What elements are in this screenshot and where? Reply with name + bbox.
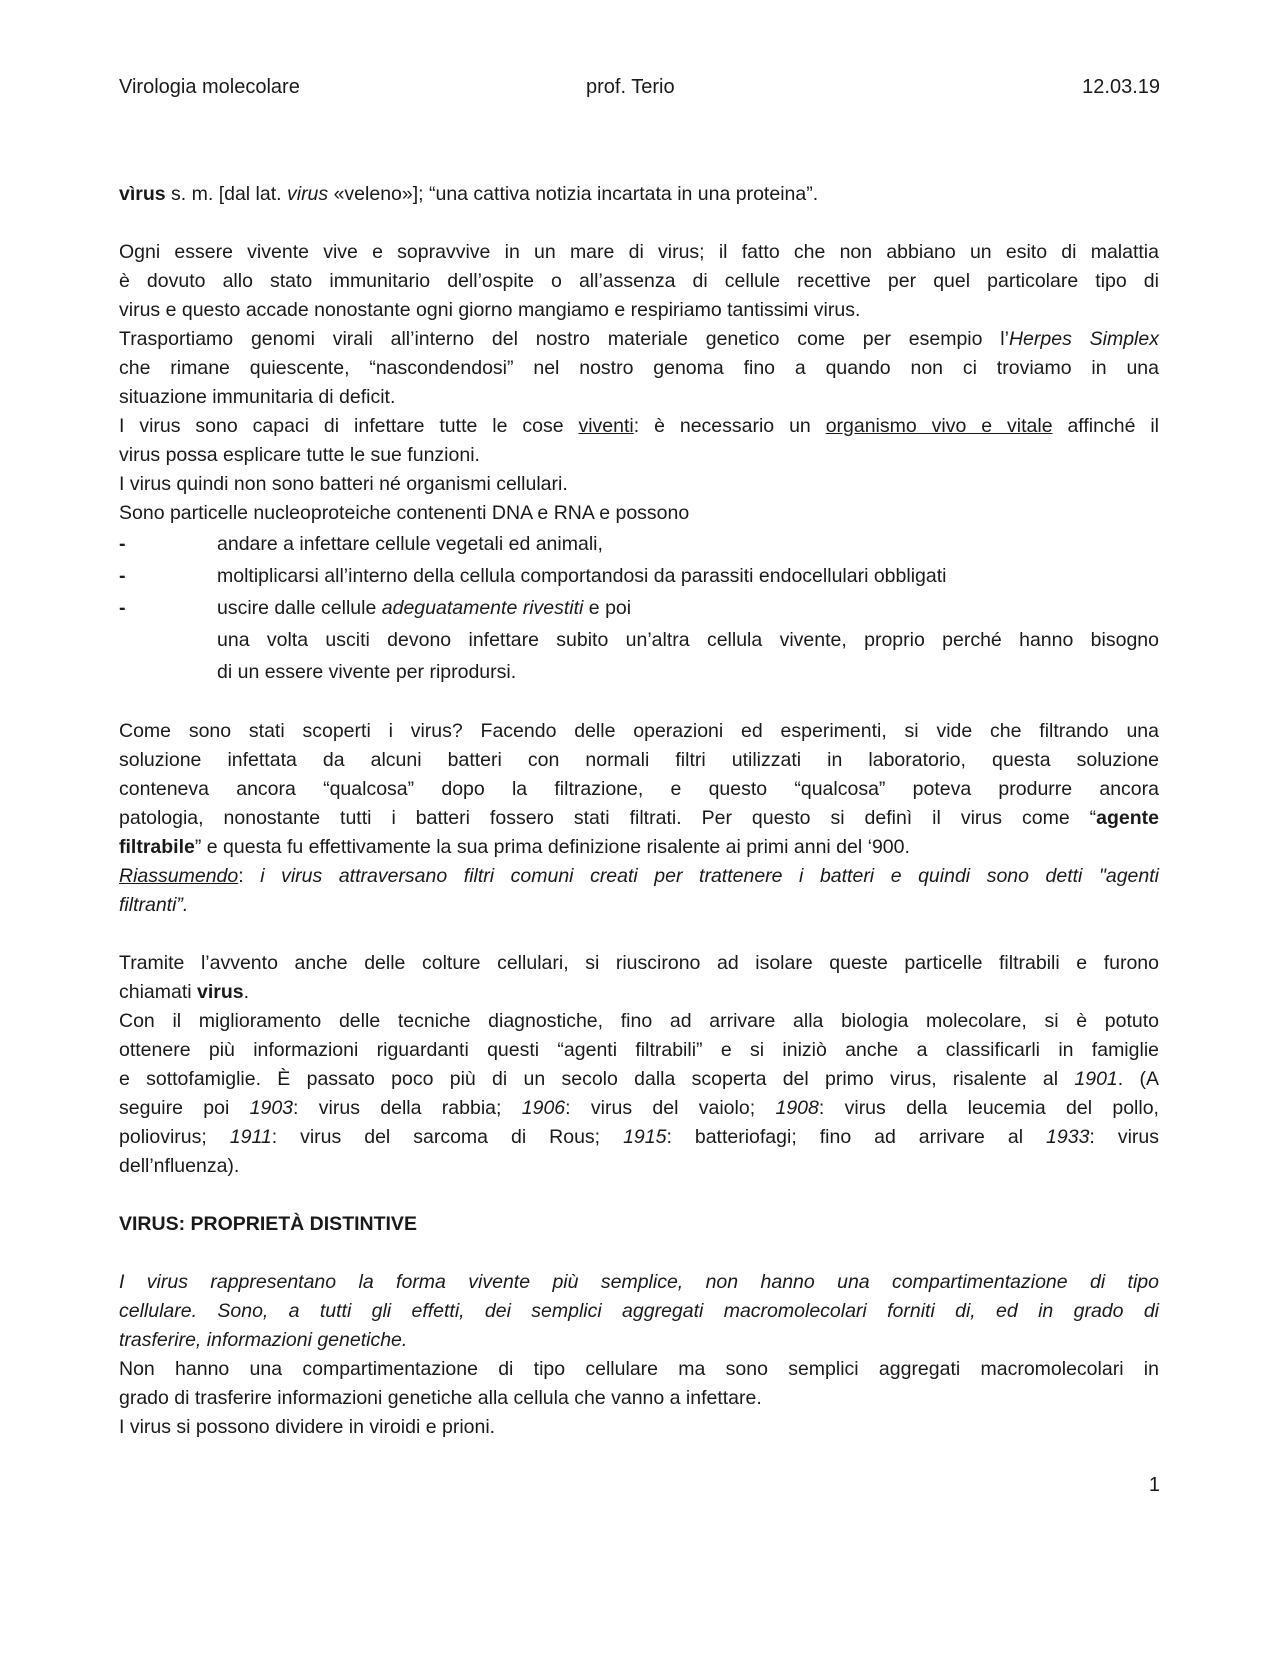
text-line: [119, 862, 1159, 891]
text-span: Come sono stati scoperti i virus? Facendo delle operazioni ed esperimenti, si vide che filtrando una: [119, 720, 1159, 742]
paragraph: [119, 949, 1159, 1181]
text-span: moltiplicarsi all’interno della cellula comportandosi da parassiti endocellulari obbligati: [217, 565, 947, 587]
italic-text: filtranti”.: [119, 894, 189, 916]
bold-text: filtrabile: [119, 836, 195, 858]
text-line: [119, 383, 1159, 412]
text-span: uscire dalle cellule: [217, 597, 382, 619]
italic-text: i virus attraversano filtri comuni creati per trattenere i batteri e quindi sono detti "agenti: [260, 865, 1159, 887]
text-span: Con il miglioramento delle tecniche diagnostiche, fino ad arrivare alla biologia molecolare, si è potuto: [119, 1010, 1159, 1032]
text-span: I virus si possono dividere in viroidi e prioni.: [119, 1416, 496, 1438]
text-line: [119, 528, 1159, 560]
italic-text: Herpes Simplex: [1008, 328, 1159, 350]
text-span: : virus: [1089, 1126, 1159, 1148]
text-line: [119, 804, 1159, 833]
bold-text: vìrus: [119, 183, 166, 205]
text-span: seguire poi: [119, 1097, 250, 1119]
underlined-text: viventi: [578, 415, 634, 437]
text-span: e sottofamiglie. È passato poco più di un secolo dalla scoperta del primo virus, risalente al: [119, 1068, 1075, 1090]
text-span: che rimane quiescente, “nascondendosi” nel nostro genoma fino a quando non ci troviamo in una: [119, 357, 1159, 379]
text-span: : virus della leucemia del pollo,: [818, 1097, 1159, 1119]
paragraph-spacer: [119, 209, 1159, 238]
text-span: virus e questo accade nonostante ogni giorno mangiamo e respiriamo tantissimi virus.: [119, 299, 861, 321]
text-span: chiamati: [119, 981, 198, 1003]
bullet-item: [119, 528, 1159, 560]
italic-text: virus: [286, 183, 329, 205]
text-span: «veleno»]; “una cattiva notizia incartata in una proteina”.: [328, 183, 819, 205]
bullet-dash: -: [119, 597, 126, 619]
text-span: Non hanno una compartimentazione di tipo cellulare ma sono semplici aggregati macromolecolari in: [119, 1358, 1159, 1380]
text-span: :: [238, 865, 261, 887]
bullet-item: [119, 560, 1159, 592]
text-line: [119, 592, 1159, 624]
text-span: conteneva ancora “qualcosa” dopo la filtrazione, e questo “qualcosa” poteva produrre ancora: [119, 778, 1159, 800]
bold-text: virus: [197, 981, 244, 1003]
paragraph-spacer: [119, 1239, 1159, 1268]
italic-text: cellulare. Sono, a tutti gli effetti, dei semplici aggregati macromolecolari forniti di, ed in grado di: [119, 1300, 1159, 1322]
text-span: : batteriofagi; fino ad arrivare al: [666, 1126, 1047, 1148]
text-span: situazione immunitaria di deficit.: [119, 386, 396, 408]
text-line: [119, 775, 1159, 804]
text-span: I virus quindi non sono batteri né organismi cellulari.: [119, 473, 568, 495]
bullet-item: [119, 592, 1159, 688]
text-span: Sono particelle nucleoproteiche contenenti DNA e RNA e possono: [119, 502, 690, 524]
italic-text: 1915: [623, 1126, 667, 1148]
italic-text: 1933: [1046, 1126, 1090, 1148]
text-span: ottenere più informazioni riguardanti questi “agenti filtrabili” e si iniziò anche a classificarli in famiglie: [119, 1039, 1159, 1061]
paragraph-spacer: [119, 688, 1159, 717]
section-heading: [119, 1210, 1159, 1239]
italic-text: 1903: [249, 1097, 294, 1119]
bullet-dash: -: [119, 533, 126, 555]
text-span: dell’nfluenza).: [119, 1155, 240, 1177]
italic-text: adeguatamente rivestiti: [381, 597, 584, 619]
text-line: [119, 978, 1159, 1007]
header-course: Virologia molecolare: [119, 76, 300, 98]
text-line: [119, 499, 1159, 528]
paragraph: [119, 717, 1159, 920]
text-line: [119, 717, 1159, 746]
italic-text: 1901: [1074, 1068, 1118, 1090]
text-span: s. m. [dal lat.: [165, 183, 287, 205]
text-line: [119, 412, 1159, 441]
text-line: [119, 891, 1159, 920]
text-span: è dovuto allo stato immunitario dell’ospite o all’assenza di cellule recettive per quel particolare tipo di: [119, 270, 1159, 292]
text-span: grado di trasferire informazioni genetiche alla cellula che vanno a infettare.: [119, 1387, 762, 1409]
text-span: Ogni essere vivente vive e sopravvive in un mare di virus; il fatto che non abbiano un esito di malattia: [119, 241, 1159, 263]
text-line: [119, 296, 1159, 325]
text-line: [119, 180, 1159, 209]
text-span: andare a infettare cellule vegetali ed animali,: [217, 533, 603, 555]
text-span: Tramite l’avvento anche delle colture cellulari, si riuscirono ad isolare queste particelle filtrabili e furono: [119, 952, 1159, 974]
underlined-text: organismo vivo e vitale: [825, 415, 1053, 437]
text-line: [119, 1036, 1159, 1065]
text-line: [119, 267, 1159, 296]
text-line: [119, 1210, 1159, 1239]
italic-text: trasferire, informazioni genetiche.: [119, 1329, 408, 1351]
bold-text: agente: [1096, 807, 1159, 829]
text-span: affinché il: [1052, 415, 1159, 437]
text-line: [119, 1326, 1159, 1355]
text-line: [119, 1268, 1159, 1297]
bold-text: VIRUS: PROPRIETÀ DISTINTIVE: [119, 1213, 417, 1235]
italic-text: 1906: [521, 1097, 566, 1119]
text-line: [119, 1413, 1159, 1442]
header-professor: prof. Terio: [586, 76, 675, 98]
underlined-text: Riassumendo: [119, 865, 239, 887]
text-line: [119, 354, 1159, 383]
paragraph-spacer: [119, 1181, 1159, 1210]
text-line: [119, 1065, 1159, 1094]
text-span: ” e questa fu effettivamente la sua prima definizione risalente ai primi anni del ‘900.: [194, 836, 910, 858]
text-span: I virus sono capaci di infettare tutte le cose: [119, 415, 579, 437]
text-span: : virus del sarcoma di Rous;: [271, 1126, 624, 1148]
text-span: e poi: [583, 597, 632, 619]
text-line: [119, 441, 1159, 470]
text-line: [119, 656, 1159, 688]
text-line: [119, 238, 1159, 267]
text-span: : virus del vaiolo;: [565, 1097, 776, 1119]
page-number: 1: [1148, 1474, 1160, 1496]
text-line: [119, 1297, 1159, 1326]
bullet-dash: -: [119, 565, 126, 587]
text-span: virus possa esplicare tutte le sue funzioni.: [119, 444, 480, 466]
text-span: : virus della rabbia;: [293, 1097, 522, 1119]
text-line: [119, 325, 1159, 354]
document-body: [119, 180, 1159, 1442]
text-line: [119, 560, 1159, 592]
text-span: .: [243, 981, 250, 1003]
text-line: [119, 833, 1159, 862]
text-line: [119, 1094, 1159, 1123]
paragraph: [119, 238, 1159, 528]
text-line: [119, 470, 1159, 499]
paragraph: [119, 1268, 1159, 1442]
text-line: [119, 1384, 1159, 1413]
text-span: Trasportiamo genomi virali all’interno del nostro materiale genetico come per esempio l’: [119, 328, 1009, 350]
text-span: soluzione infettata da alcuni batteri con normali filtri utilizzati in laboratorio, questa soluzione: [119, 749, 1159, 771]
text-span: . (A: [1117, 1068, 1159, 1090]
text-span: patologia, nonostante tutti i batteri fossero stati filtrati. Per questo si definì il virus come “: [119, 807, 1097, 829]
text-line: [119, 1123, 1159, 1152]
text-line: [119, 624, 1159, 656]
text-span: poliovirus;: [119, 1126, 230, 1148]
text-line: [119, 1007, 1159, 1036]
paragraph-spacer: [119, 920, 1159, 949]
paragraph: [119, 180, 1159, 209]
header-date: 12.03.19: [1082, 76, 1160, 98]
italic-text: I virus rappresentano la forma vivente più semplice, non hanno una compartimentazione di tipo: [119, 1271, 1159, 1293]
text-line: [119, 1355, 1159, 1384]
text-line: [119, 949, 1159, 978]
text-span: una volta usciti devono infettare subito un’altra cellula vivente, proprio perché hanno bisogno: [217, 629, 1159, 651]
italic-text: 1908: [775, 1097, 819, 1119]
text-span: : è necessario un: [633, 415, 826, 437]
text-line: [119, 746, 1159, 775]
text-line: [119, 1152, 1159, 1181]
italic-text: 1911: [229, 1126, 272, 1148]
text-span: di un essere vivente per riprodursi.: [217, 661, 517, 683]
